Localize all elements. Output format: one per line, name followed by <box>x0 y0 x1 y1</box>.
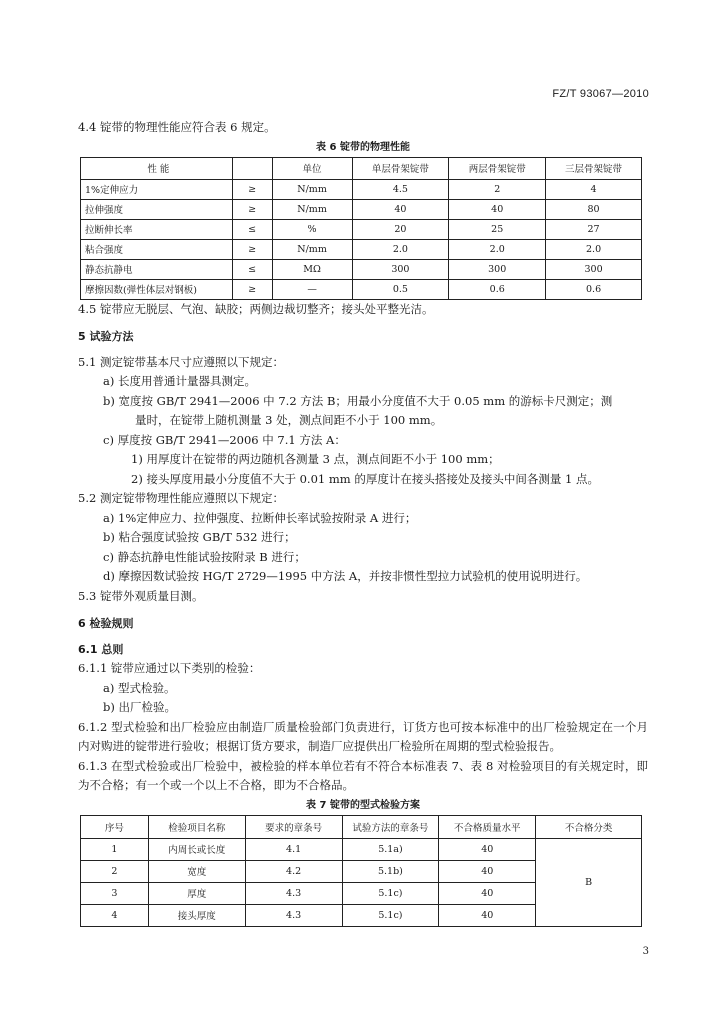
table-cell: 4.3 <box>245 904 342 926</box>
table-row <box>81 199 642 219</box>
table-cell: 300 <box>352 259 449 279</box>
clause-6-1-1: 6.1.1 锭带应通过以下类别的检验： <box>78 661 261 675</box>
clause-4-4: 4.4 锭带的物理性能应符合表 6 规定。 <box>78 120 276 134</box>
list-item: a) 长度用普通计量器具测定。 <box>103 374 256 388</box>
table-cell: 拉伸强度 <box>81 199 233 219</box>
table-header-cell: 三层骨架锭带 <box>546 157 642 179</box>
table-row <box>81 219 642 239</box>
table6-caption: 表 6 锭带的物理性能 <box>316 141 410 153</box>
document-body <box>78 118 648 927</box>
table-cell: 5.1c) <box>342 904 439 926</box>
table-cell: 4.5 <box>352 179 449 199</box>
table-cell: 40 <box>439 838 536 860</box>
table-cell: 80 <box>546 199 642 219</box>
table-cell: 5.1c) <box>342 882 439 904</box>
table-cell: 粘合强度 <box>81 239 233 259</box>
table-row <box>81 239 642 259</box>
clause-4-5: 4.5 锭带应无脱层、气泡、缺胶；两侧边裁切整齐；接头处平整光洁。 <box>78 301 434 316</box>
table-header-cell: 性 能 <box>81 157 233 179</box>
table-cell: ≥ <box>232 239 272 259</box>
section-6-heading: 6 检验规则 <box>78 617 134 630</box>
table-cell: 内周长或长度 <box>148 838 245 860</box>
clause-5-3: 5.3 锭带外观质量目测。 <box>78 588 204 603</box>
table-cell: N/mm <box>272 239 352 259</box>
table-row <box>81 838 642 860</box>
table-header-cell: 单层骨架锭带 <box>352 157 449 179</box>
table-cell: % <box>272 219 352 239</box>
table-cell: 27 <box>546 219 642 239</box>
table-cell: 宽度 <box>148 860 245 882</box>
list-item: c) 静态抗静电性能试验按附录 B 进行； <box>103 549 306 564</box>
table-cell: 2.0 <box>546 239 642 259</box>
table7 <box>80 815 642 927</box>
table-header-cell: 要求的章条号 <box>245 815 342 838</box>
sub-list-item: 2) 接头厚度用最小分度值不大于 0.01 mm 的厚度计在接头搭接处及接头中间各测量 1 点。 <box>131 471 599 486</box>
table-cell: 40 <box>439 860 536 882</box>
table-cell: 0.6 <box>449 279 546 299</box>
table-cell: 300 <box>546 259 642 279</box>
table-cell: 2 <box>81 860 149 882</box>
table-cell: 0.5 <box>352 279 449 299</box>
table-cell: 4.1 <box>245 838 342 860</box>
table-cell: 3 <box>81 882 149 904</box>
table-cell: 1 <box>81 838 149 860</box>
table-row <box>81 179 642 199</box>
table-header-cell: 试验方法的章条号 <box>342 815 439 838</box>
table-header-row <box>81 815 642 838</box>
table-header-cell: 两层骨架锭带 <box>449 157 546 179</box>
table-cell: 40 <box>449 199 546 219</box>
page-number: 3 <box>642 946 649 957</box>
table-cell: 5.1a) <box>342 838 439 860</box>
table-header-cell: 单位 <box>272 157 352 179</box>
table-cell: N/mm <box>272 179 352 199</box>
list-item: b) 宽度按 GB/T 2941—2006 中 7.2 方法 B；用最小分度值不大于 0.05 mm 的游标卡尺测定；测 <box>103 393 613 408</box>
table-cell: 摩擦因数(弹性体层对钢板) <box>81 279 233 299</box>
table-cell: 2.0 <box>449 239 546 259</box>
table-header-cell: 检验项目名称 <box>148 815 245 838</box>
table-cell: MΩ <box>272 259 352 279</box>
table-cell: 0.6 <box>546 279 642 299</box>
table-cell: ≤ <box>232 259 272 279</box>
table-cell: 25 <box>449 219 546 239</box>
table-cell: 40 <box>439 882 536 904</box>
clause-5-1: 5.1 测定锭带基本尺寸应遵照以下规定： <box>78 354 284 369</box>
list-item: c) 厚度按 GB/T 2941—2006 中 7.1 方法 A： <box>103 432 346 447</box>
table7-caption: 表 7 锭带的型式检验方案 <box>306 799 420 811</box>
table-header-cell: 序号 <box>81 815 149 838</box>
table-row <box>81 259 642 279</box>
table-cell: 2.0 <box>352 239 449 259</box>
clause-6-1-2: 6.1.2 型式检验和出厂检验应由制造厂质量检验部门负责进行，订货方也可按本标准中的出厂检验规定在一个月内对购进的锭带进行验收；根据订货方要求，制造厂应提供出厂检验所在周期的型式检验报告。 <box>78 719 648 753</box>
table-header-cell: 不合格分类 <box>536 815 642 838</box>
section-5-heading: 5 试验方法 <box>78 330 134 343</box>
table-row <box>81 279 642 299</box>
table-cell: 4.3 <box>245 882 342 904</box>
table-cell: 1%定伸应力 <box>81 179 233 199</box>
table-header-cell: 不合格质量水平 <box>439 815 536 838</box>
list-item: b) 粘合强度试验按 GB/T 532 进行； <box>103 530 296 544</box>
table-cell: 拉断伸长率 <box>81 219 233 239</box>
clause-5-2: 5.2 测定锭带物理性能应遵照以下规定： <box>78 491 284 505</box>
clause-6-1-3: 6.1.3 在型式检验或出厂检验中，被检验的样本单位若有不符合本标准表 7、表 8 对检验项目的有关规定时，即为不合格；有一个或一个以上不合格，即为不合格品。 <box>78 758 648 792</box>
list-item: a) 型式检验。 <box>103 680 176 695</box>
table-cell: 5.1b) <box>342 860 439 882</box>
standard-code: FZ/T 93067—2010 <box>552 88 649 100</box>
table-cell: 40 <box>439 904 536 926</box>
table-cell: ≥ <box>232 199 272 219</box>
table-cell: — <box>272 279 352 299</box>
table-header-cell <box>232 157 272 179</box>
table-header-row <box>81 157 642 179</box>
clause-6-1: 6.1 总则 <box>78 642 124 656</box>
list-item: b) 出厂检验。 <box>103 700 177 714</box>
table-cell: 4 <box>81 904 149 926</box>
sub-list-item: 1) 用厚度计在锭带的两边随机各测量 3 点，测点间距不小于 100 mm； <box>131 452 500 466</box>
table6 <box>80 157 642 300</box>
table-cell: 4 <box>546 179 642 199</box>
table-cell: 40 <box>352 199 449 219</box>
table-cell: ≥ <box>232 179 272 199</box>
table-cell: 接头厚度 <box>148 904 245 926</box>
table-cell: 4.2 <box>245 860 342 882</box>
table-cell: 20 <box>352 219 449 239</box>
table-cell: 300 <box>449 259 546 279</box>
table-cell: 2 <box>449 179 546 199</box>
table-cell: ≤ <box>232 219 272 239</box>
table-cell: N/mm <box>272 199 352 219</box>
category-cell: B <box>536 838 642 926</box>
list-item-continuation: 量时，在锭带上随机测量 3 处，测点间距不小于 100 mm。 <box>135 413 443 427</box>
table-cell: ≥ <box>232 279 272 299</box>
list-item: d) 摩擦因数试验按 HG/T 2729—1995 中方法 A，并按非惯性型拉力试验机的使用说明进行。 <box>103 569 588 583</box>
list-item: a) 1%定伸应力、拉伸强度、拉断伸长率试验按附录 A 进行； <box>103 510 417 525</box>
table-cell: 静态抗静电 <box>81 259 233 279</box>
table-cell: 厚度 <box>148 882 245 904</box>
